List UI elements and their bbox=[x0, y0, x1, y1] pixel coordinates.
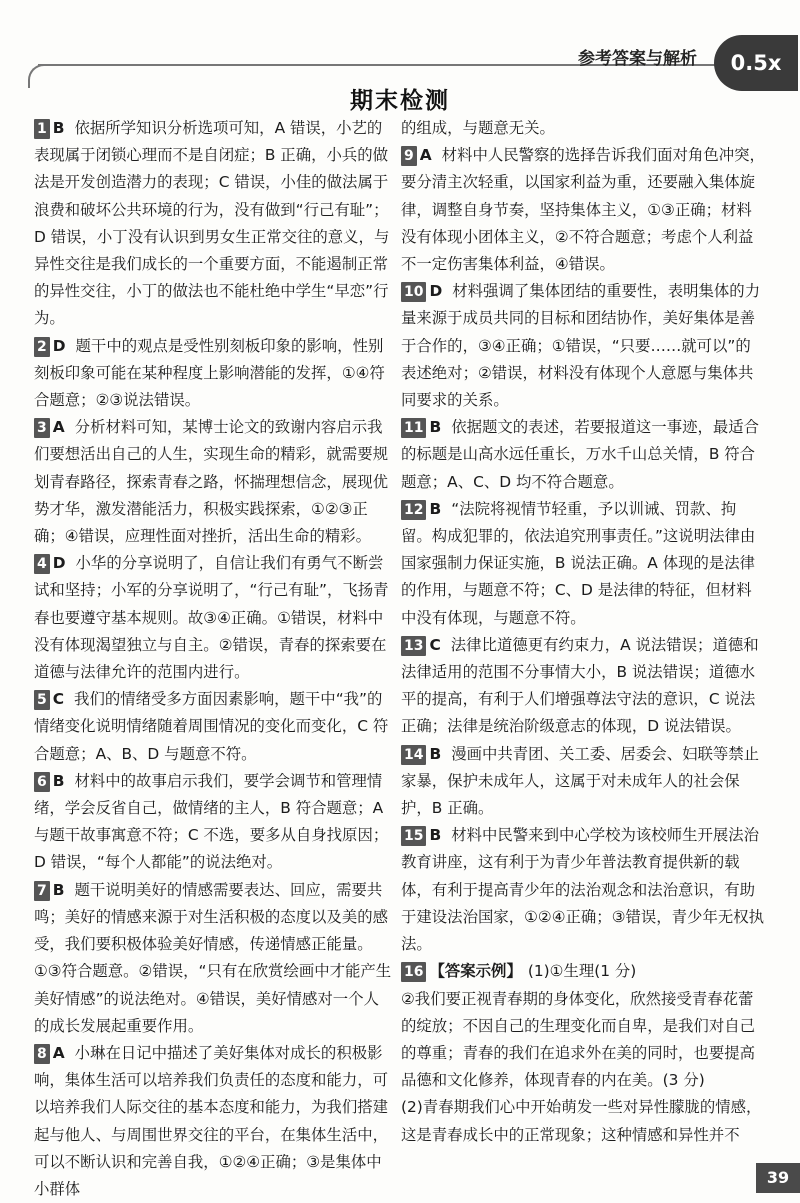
explanation-text: 漫画中共青团、关工委、居委会、妇联等禁止家暴，保护未成年人，这属于对未成年人的社会保护，B 正确。 bbox=[401, 744, 760, 818]
answer-entry bbox=[34, 877, 394, 1040]
right-column bbox=[401, 115, 765, 1149]
explanation-text: 分析材料可知，某博士论文的致谢内容启示我们要想活出自己的人生，实现生命的精彩，就需要规划青春路径，探索青春之路，怀揣理想信念，展现优势才华，激发潜能活力，积极实践探索，①②③正确；④错误，应理性面对挫折，活出生命的精彩。 bbox=[34, 418, 388, 546]
answer-letter: A bbox=[419, 146, 432, 165]
answer-entry bbox=[401, 1094, 765, 1148]
question-number: 5 bbox=[34, 690, 50, 710]
question-number: 12 bbox=[401, 500, 426, 520]
question-number: 16 bbox=[401, 962, 426, 982]
answer-entry bbox=[34, 686, 394, 768]
explanation-text: (2)青春期我们心中开始萌发一些对异性朦胧的情感，这是青春成长中的正常现象；这种情感和异性并不 bbox=[401, 1098, 762, 1144]
answer-entry bbox=[401, 958, 765, 985]
question-number: 15 bbox=[401, 826, 426, 846]
question-number: 2 bbox=[34, 337, 50, 357]
header-label: 参考答案与解析 bbox=[578, 49, 697, 69]
answer-letter: A bbox=[52, 1043, 65, 1062]
explanation-text: 题干中的观点是受性别刻板印象的影响，性别刻板印象可能在某种程度上影响潜能的发挥，①④符合题意；②③说法错误。 bbox=[34, 336, 385, 410]
answer-entry bbox=[401, 278, 765, 414]
answer-entry bbox=[34, 115, 394, 333]
answer-letter: B bbox=[429, 499, 442, 518]
answer-entry bbox=[401, 632, 765, 741]
question-number: 8 bbox=[34, 1044, 50, 1064]
answer-letter: B bbox=[429, 744, 442, 763]
explanation-text: 小华的分享说明了，自信让我们有勇气不断尝试和坚持；小军的分享说明了，“行己有耻”，飞扬青春也要遵守基本规则。故③④正确。①错误，材料中没有体现渴望独立与自主。②错误，青春的探索要在道德与法律允许的范围内进行。 bbox=[34, 554, 389, 682]
explanation-text: 材料强调了集体团结的重要性，表明集体的力量来源于成员共同的目标和团结协作，美好集体是善于合作的，③④正确；①错误，“只要……就可以”的表述绝对；②错误，材料没有体现个人意愿与集体共同要求的关系。 bbox=[401, 282, 761, 410]
explanation-text: 法律比道德更有约束力，A 说法错误；道德和法律适用的范围不分事情大小，B 说法错误；道德水平的提高，有利于人们增强尊法守法的意识，C 说法正确；法律是统治阶级意志的体现，D 说法错误。 bbox=[401, 635, 759, 736]
answer-entry bbox=[401, 414, 765, 496]
answer-entry bbox=[34, 768, 394, 877]
answer-entry bbox=[34, 414, 394, 550]
answer-letter: B bbox=[429, 826, 442, 845]
answer-letter: C bbox=[52, 690, 65, 709]
question-number: 1 bbox=[34, 119, 50, 139]
question-number: 3 bbox=[34, 418, 50, 438]
answer-entry bbox=[401, 741, 765, 823]
version-badge: 0.5x bbox=[714, 35, 798, 91]
explanation-text: (1)①生理(1 分) bbox=[527, 962, 637, 981]
explanation-text: 依据题文的表述，若要报道这一事迹，最适合的标题是山高水远任重长，万水千山总关情，B 符合题意；A、C、D 均不符合题意。 bbox=[401, 418, 760, 491]
explanation-text: 材料中人民警察的选择告诉我们面对角色冲突，要分清主次轻重，以国家利益为重，还要融入集体旋律，调整自身节奏，坚持集体主义，①③正确；材料没有体现小团体主义，②不符合题意；考虑个人利益不一定伤害集体利益，④错误。 bbox=[401, 146, 765, 274]
explanation-text: 的组成，与题意无关。 bbox=[401, 119, 555, 137]
answer-entry bbox=[401, 986, 765, 1095]
question-number: 6 bbox=[34, 772, 50, 792]
explanation-text: 题干说明美好的情感需要表达、回应，需要共鸣；美好的情感来源于对生活积极的态度以及美的感受，我们要积极体验美好情感，传递情感正能量。①③符合题意。②错误，“只有在欣赏绘画中才能产生美好情感”的说法绝对。④错误，美好情感对一个人的成长发展起重要作用。 bbox=[34, 880, 392, 1035]
question-number: 7 bbox=[34, 881, 50, 901]
question-number: 10 bbox=[401, 282, 426, 302]
question-number: 11 bbox=[401, 418, 426, 438]
answer-entry bbox=[401, 496, 765, 632]
answer-letter: B bbox=[429, 418, 442, 437]
explanation-text: 材料中的故事启示我们，要学会调节和管理情绪，学会反省自己，做情绪的主人，B 符合题意；A 与题干故事寓意不符；C 不选，要多从自身找原因；D 错误，“每个人都能”的说法绝对。 bbox=[34, 771, 389, 872]
answer-entry bbox=[401, 115, 765, 142]
question-number: 4 bbox=[34, 554, 50, 574]
question-number: 13 bbox=[401, 636, 426, 656]
left-column bbox=[34, 115, 394, 1203]
answer-entry bbox=[401, 142, 765, 278]
explanation-text: ②我们要正视青春期的身体变化，欣然接受青春花蕾的绽放；不因自己的生理变化而自卑，是我们对自己的尊重；青春的我们在追求外在美的同时，也要提高品德和文化修养，体现青春的内在美。(3 分) bbox=[401, 989, 755, 1090]
answer-entry bbox=[34, 1040, 394, 1203]
answer-letter: D bbox=[52, 554, 66, 573]
explanation-text: 材料中民警来到中心学校为该校师生开展法治教育讲座，这有利于为青少年普法教育提供新的载体，有利于提高青少年的法治观念和法治意识，有助于建设法治国家，①②④正确；③错误，青少年无权执法。 bbox=[401, 826, 765, 954]
answer-letter: D bbox=[429, 282, 443, 301]
explanation-text: 依据所学知识分析选项可知，A 错误，小艺的表现属于闭锁心理而不是自闭症；B 正确，小兵的做法是开发创造潜力的表现；C 错误，小佳的做法属于浪费和破坏公共环境的行为，没有做到“行己有耻”；D 错误，小丁没有认识到男女生正常交往的意义，与异性交往是我们成长的一个重要方面，不能遏制正常的异性交往，小丁的做法也不能杜绝中学生“早恋”行为。 bbox=[34, 119, 390, 328]
page-title: 期末检测 bbox=[350, 88, 450, 114]
answer-letter: A bbox=[52, 418, 65, 437]
answer-entry bbox=[34, 333, 394, 415]
answer-tag: 【答案示例】 bbox=[429, 962, 522, 981]
explanation-text: 我们的情绪受多方面因素影响，题干中“我”的情绪变化说明情绪随着周围情况的变化而变化，C 符合题意；A、B、D 与题意不符。 bbox=[34, 690, 389, 763]
explanation-text: 小琳在日记中描述了美好集体对成长的积极影响，集体生活可以培养我们负责任的态度和能力，可以培养我们人际交往的基本态度和能力，为我们搭建起与他人、与周围世界交往的平台，在集体生活中，可以不断认识和完善自我，①②④正确；③是集体中小群体 bbox=[34, 1043, 388, 1198]
answer-entry bbox=[34, 550, 394, 686]
explanation-text: “法院将视情节轻重，予以训诫、罚款、拘留。构成犯罪的，依法追究刑事责任。”这说明法律由国家强制力保证实施，B 说法正确。A 体现的是法律的作用，与题意不符；C、D 是法律的特征，但材料中没有体现，与题意不符。 bbox=[401, 499, 756, 627]
answer-letter: D bbox=[52, 336, 66, 355]
answer-letter: C bbox=[429, 635, 441, 654]
answer-letter: B bbox=[52, 119, 65, 137]
answer-letter: B bbox=[52, 771, 65, 790]
question-number: 14 bbox=[401, 745, 426, 765]
answer-entry bbox=[401, 822, 765, 958]
question-number: 9 bbox=[401, 146, 417, 166]
answer-letter: B bbox=[52, 880, 65, 899]
page-number: 39 bbox=[756, 1163, 800, 1193]
